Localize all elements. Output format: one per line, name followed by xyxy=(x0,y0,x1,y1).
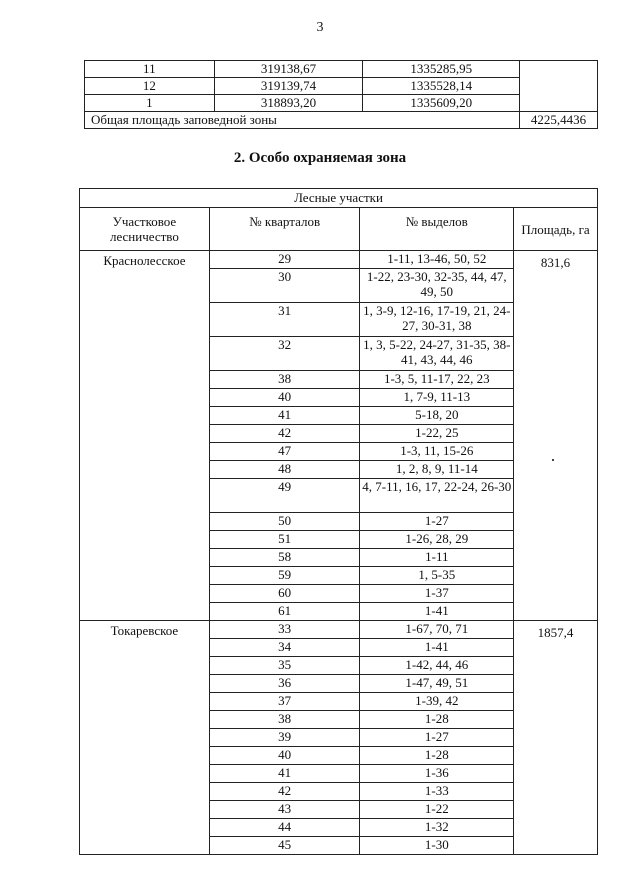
plot-numbers: 1-22 xyxy=(360,801,514,819)
quarter-number: 39 xyxy=(209,729,360,747)
quarter-number: 38 xyxy=(209,371,360,389)
point-number: 11 xyxy=(85,61,215,78)
page-number: 3 xyxy=(316,20,324,35)
forest-plots-table xyxy=(79,188,598,855)
plot-numbers: 5-18, 20 xyxy=(360,407,514,425)
plot-numbers: 1-26, 28, 29 xyxy=(360,531,514,549)
forest-table-body xyxy=(80,189,598,855)
plot-numbers: 1-32 xyxy=(360,819,514,837)
quarter-number: 59 xyxy=(209,567,360,585)
table-row xyxy=(80,621,598,639)
scan-speck xyxy=(552,459,554,461)
table-row xyxy=(85,61,598,78)
total-label: Общая площадь заповедной зоны xyxy=(85,112,520,129)
coordinate-y: 1335609,20 xyxy=(363,95,520,112)
quarter-number: 38 xyxy=(209,711,360,729)
plot-numbers: 1-11, 13-46, 50, 52 xyxy=(360,251,514,269)
plot-numbers: 1-27 xyxy=(360,729,514,747)
total-value: 4225,4436 xyxy=(520,112,598,129)
point-number: 1 xyxy=(85,95,215,112)
coordinates-table xyxy=(84,60,598,129)
quarter-number: 58 xyxy=(209,549,360,567)
quarter-number: 41 xyxy=(209,765,360,783)
quarter-number: 50 xyxy=(209,513,360,531)
plot-numbers: 1-22, 23-30, 32-35, 44, 47, 49, 50 xyxy=(360,269,514,303)
plot-numbers: 1-11 xyxy=(360,549,514,567)
plot-numbers: 1, 3-9, 12-16, 17-19, 21, 24-27, 30-31, 38 xyxy=(360,303,514,337)
header-plots: № выделов xyxy=(360,208,514,251)
quarter-number: 35 xyxy=(209,657,360,675)
quarter-number: 60 xyxy=(209,585,360,603)
plot-numbers: 1-27 xyxy=(360,513,514,531)
table-row xyxy=(80,251,598,269)
header-area: Площадь, га xyxy=(514,208,598,251)
quarter-number: 31 xyxy=(209,303,360,337)
quarter-number: 32 xyxy=(209,337,360,371)
header-forestry: Участковое лесничество xyxy=(80,208,210,251)
quarter-number: 61 xyxy=(209,603,360,621)
plot-numbers: 1-37 xyxy=(360,585,514,603)
quarter-number: 47 xyxy=(209,443,360,461)
quarter-number: 43 xyxy=(209,801,360,819)
plot-numbers: 1-30 xyxy=(360,837,514,855)
coordinate-y: 1335285,95 xyxy=(363,61,520,78)
empty-cell xyxy=(520,61,598,112)
plot-numbers: 1-67, 70, 71 xyxy=(360,621,514,639)
quarter-number: 45 xyxy=(209,837,360,855)
plot-numbers: 1-41 xyxy=(360,639,514,657)
forestry-name: Токаревское xyxy=(80,621,210,855)
coordinate-y: 1335528,14 xyxy=(363,78,520,95)
plot-numbers: 1-39, 42 xyxy=(360,693,514,711)
area-value: 831,6 xyxy=(514,251,598,621)
plot-numbers: 1-22, 25 xyxy=(360,425,514,443)
plot-numbers: 1, 5-35 xyxy=(360,567,514,585)
plot-numbers: 1-28 xyxy=(360,711,514,729)
plot-numbers: 1-3, 5, 11-17, 22, 23 xyxy=(360,371,514,389)
plot-numbers: 4, 7-11, 16, 17, 22-24, 26-30 xyxy=(360,479,514,513)
total-row xyxy=(85,112,598,129)
quarter-number: 33 xyxy=(209,621,360,639)
plot-numbers: 1, 2, 8, 9, 11-14 xyxy=(360,461,514,479)
point-number: 12 xyxy=(85,78,215,95)
plot-numbers: 1, 3, 5-22, 24-27, 31-35, 38-41, 43, 44, 46 xyxy=(360,337,514,371)
quarter-number: 29 xyxy=(209,251,360,269)
table-caption: Лесные участки xyxy=(80,189,598,208)
quarter-number: 37 xyxy=(209,693,360,711)
plot-numbers: 1-41 xyxy=(360,603,514,621)
quarter-number: 42 xyxy=(209,425,360,443)
header-quarters: № кварталов xyxy=(209,208,360,251)
coordinate-x: 319139,74 xyxy=(214,78,363,95)
plot-numbers: 1-36 xyxy=(360,765,514,783)
quarter-number: 44 xyxy=(209,819,360,837)
quarter-number: 30 xyxy=(209,269,360,303)
plot-numbers: 1-28 xyxy=(360,747,514,765)
caption-row xyxy=(80,189,598,208)
quarter-number: 34 xyxy=(209,639,360,657)
quarter-number: 41 xyxy=(209,407,360,425)
plot-numbers: 1-47, 49, 51 xyxy=(360,675,514,693)
quarter-number: 36 xyxy=(209,675,360,693)
quarter-number: 42 xyxy=(209,783,360,801)
plot-numbers: 1-42, 44, 46 xyxy=(360,657,514,675)
header-row xyxy=(80,208,598,251)
quarter-number: 48 xyxy=(209,461,360,479)
quarter-number: 49 xyxy=(209,479,360,513)
coordinates-table-body xyxy=(85,61,598,129)
plot-numbers: 1-33 xyxy=(360,783,514,801)
forestry-name: Краснолесское xyxy=(80,251,210,621)
plot-numbers: 1-3, 11, 15-26 xyxy=(360,443,514,461)
section-title: 2. Особо охраняемая зона xyxy=(233,150,407,166)
quarter-number: 40 xyxy=(209,747,360,765)
quarter-number: 51 xyxy=(209,531,360,549)
coordinate-x: 318893,20 xyxy=(214,95,363,112)
area-value: 1857,4 xyxy=(514,621,598,855)
coordinate-x: 319138,67 xyxy=(214,61,363,78)
plot-numbers: 1, 7-9, 11-13 xyxy=(360,389,514,407)
quarter-number: 40 xyxy=(209,389,360,407)
